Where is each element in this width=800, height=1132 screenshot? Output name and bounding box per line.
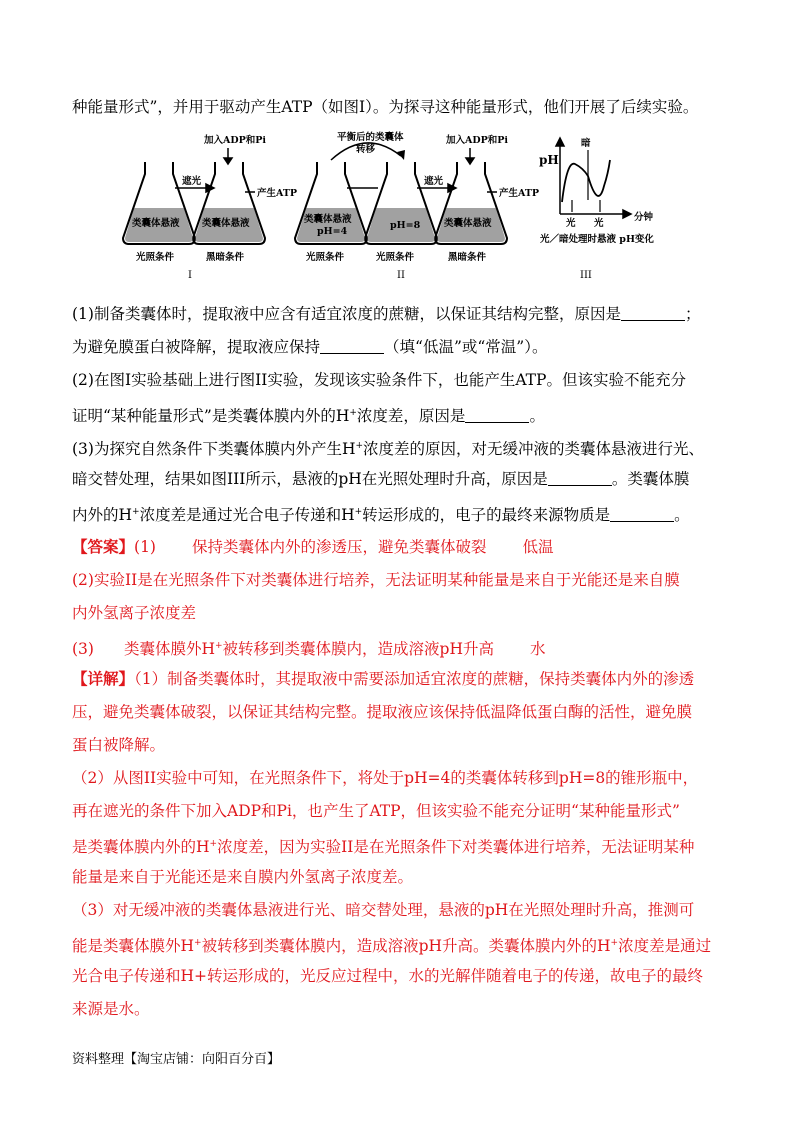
p2-num: II xyxy=(397,270,405,280)
question-3-line-3: 内外的H+浓度差是通过光合电子传递和H+转运形成的，电子的最终来源物质是 。 xyxy=(72,506,690,524)
explanation-line-3: 蛋白被降解。 xyxy=(72,736,166,754)
p2-flask3-cond: 黑暗条件 xyxy=(448,252,487,263)
explanation-line-8: （3）对无缓冲液的类囊体悬液进行光、暗交替处理，悬液的pH在光照处理时升高，推测可 xyxy=(72,901,695,919)
p1-flask2-text: 类囊体悬液 xyxy=(202,218,250,229)
answer-line-4: (3) 类囊体膜外H+被转移到类囊体膜内，造成溶液pH升高 水 xyxy=(72,640,546,658)
p2-flask1-cond: 光照条件 xyxy=(306,252,345,263)
p2-flask2-cond: 光照条件 xyxy=(376,252,415,263)
explanation-tag: 【详解】 xyxy=(72,669,135,688)
explanation-line-4: （2）从图II实验中可知，在光照条件下，将处于pH=4的类囊体转移到pH=8的锥形瓶中， xyxy=(72,769,699,787)
answer-blank xyxy=(465,408,529,423)
p2-product: 产生ATP xyxy=(499,188,540,199)
footer-text: 资料整理【淘宝店铺：向阳百分百】 xyxy=(72,1052,281,1067)
p2-flask1-text-2: pH=4 xyxy=(317,226,348,237)
question-3-line-2: 暗交替处理，结果如图III所示，悬液的pH在光照处理时升高，原因是 。类囊体膜 xyxy=(72,470,690,488)
p2-flask2-text: pH=8 xyxy=(390,220,421,231)
p3-caption: 光／暗处理时悬液 pH变化 xyxy=(540,234,654,245)
p2-arrow-label: 遮光 xyxy=(424,176,444,187)
answer-line-1: 【答案】(1) 保持类囊体内外的渗透压，避免类囊体破裂 低温 xyxy=(72,537,554,556)
p3-dark-label: 暗 xyxy=(581,138,591,149)
answer-tag: 【答案】 xyxy=(72,537,135,556)
explanation-line-7: 能量是来自于光能还是来自膜内外氢离子浓度差。 xyxy=(72,868,414,886)
p2-transfer-label-1: 平衡后的类囊体 xyxy=(337,132,404,143)
answer-line-2: (2)实验II是在光照条件下对类囊体进行培养，无法证明某种能量是来自于光能还是来自膜 xyxy=(72,571,680,589)
p2-add-label: 加入ADP和Pi xyxy=(446,135,509,146)
p1-flask2-cond: 黑暗条件 xyxy=(206,252,245,263)
p2-flask1-text-1: 类囊体悬液 xyxy=(304,214,352,225)
p2-flask3-text: 类囊体悬液 xyxy=(444,218,492,229)
answer-line-3: 内外氢离子浓度差 xyxy=(72,604,197,622)
explanation-line-10: 光合电子传递和H+转运形成的，光反应过程中，水的光解伴随着电子的传递，故电子的最终 xyxy=(72,967,704,985)
p1-arrow-label: 遮光 xyxy=(182,176,202,187)
answer-blank xyxy=(621,306,685,321)
p3-light2: 光 xyxy=(594,218,604,229)
answer-blank xyxy=(320,339,384,354)
question-2-line-1: (2)在图I实验基础上进行图II实验，发现该实验条件下，也能产生ATP。但该实验不能充分 xyxy=(72,371,686,389)
question-3-line-1: (3)为探究自然条件下类囊体膜内外产生H+浓度差的原因，对无缓冲液的类囊体悬液进行光、 xyxy=(72,440,705,458)
intro-text: 种能量形式”，并用于驱动产生ATP（如图I）。为探寻这种能量形式，他们开展了后续实验。 xyxy=(72,98,699,116)
answer-blank xyxy=(548,471,612,486)
ph-curve xyxy=(562,160,610,202)
p3-xlabel: 分钟 xyxy=(634,212,654,223)
question-2-line-2: 证明“某种能量形式”是类囊体膜内外的H+浓度差，原因是 。 xyxy=(72,407,545,425)
experiment-figure xyxy=(120,130,690,280)
answer-blank xyxy=(610,507,674,522)
p3-num: III xyxy=(580,270,592,280)
p3-ylabel: pH xyxy=(539,153,559,167)
explanation-line-11: 来源是水。 xyxy=(72,1000,150,1018)
explanation-line-5: 再在遮光的条件下加入ADP和Pi，也产生了ATP，但该实验不能充分证明“某种能量形式” xyxy=(72,802,680,820)
p1-add-label: 加入ADP和Pi xyxy=(204,135,267,146)
explanation-line-1: 【详解】（1）制备类囊体时，其提取液中需要添加适宜浓度的蔗糖，保持类囊体内外的渗透 xyxy=(72,669,695,688)
explanation-line-6: 是类囊体膜内外的H+浓度差，因为实验II是在光照条件下对类囊体进行培养，无法证明某种 xyxy=(72,838,695,856)
p3-light1: 光 xyxy=(566,218,576,229)
p2-transfer-label-2: 转移 xyxy=(356,144,376,155)
p1-product: 产生ATP xyxy=(257,188,298,199)
question-1-line-2: 为避免膜蛋白被降解，提取液应保持 （填“低温”或“常温”）。 xyxy=(72,338,548,356)
p1-flask1-text: 类囊体悬液 xyxy=(132,218,180,229)
question-1-line-1: (1)制备类囊体时，提取液中应含有适宜浓度的蔗糖，以保证其结构完整，原因是 ； xyxy=(72,305,701,323)
p1-flask1-cond: 光照条件 xyxy=(136,252,175,263)
explanation-line-9: 能是类囊体膜外H+被转移到类囊体膜内，造成溶液pH升高。类囊体膜内外的H+浓度差是通过 xyxy=(72,937,712,955)
p1-num: I xyxy=(188,270,192,280)
explanation-line-2: 压，避免类囊体破裂，以保证其结构完整。提取液应该保持低温降低蛋白酶的活性，避免膜 xyxy=(72,703,693,721)
